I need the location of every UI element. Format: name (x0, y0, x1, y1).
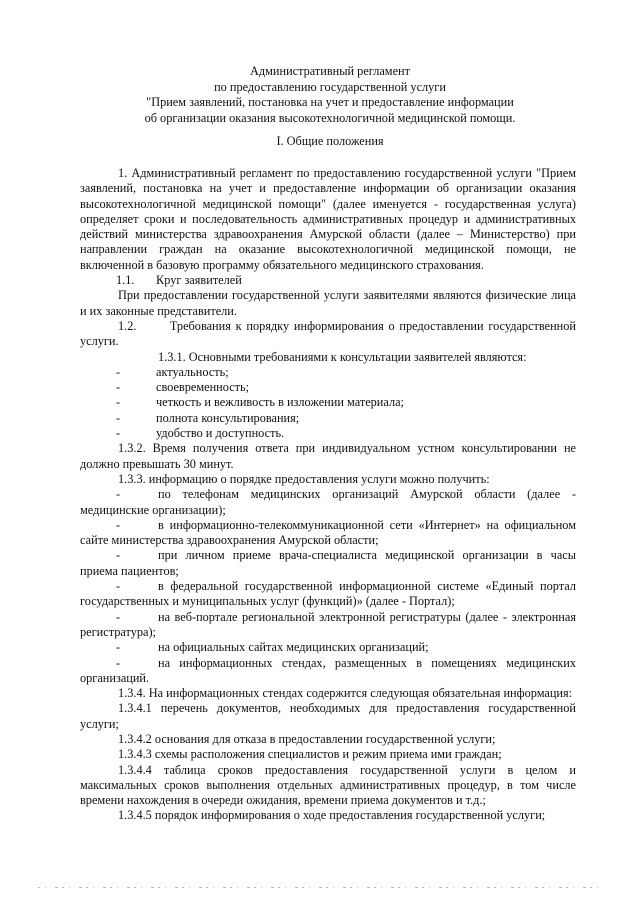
list-dash: - (116, 609, 121, 624)
list-item-text: на официальных сайтах медицинских организаций; (158, 640, 429, 655)
list-item-text: в информационно-телекоммуникационной сети «Интернет» на официальном сайте министерства здравоохранения Амурской области; (80, 517, 576, 548)
document-body (80, 166, 576, 824)
list-item-text: полнота консультирования; (156, 410, 300, 425)
list-item (80, 395, 576, 410)
list-dash: - (116, 487, 121, 502)
paragraph-applicants: При предоставлении государственной услуги заявителями являются физические лица и их законные представители. (80, 288, 576, 318)
header-subtitle: по предоставлению государственной услуги (214, 79, 446, 94)
sources-list (80, 487, 576, 686)
list-item: 1.3.4.2 основания для отказа в предоставлении государственной услуги; (118, 731, 496, 746)
list-dash: - (116, 579, 121, 594)
list-item-text: по телефонам медицинских организаций Амурской области (далее - медицинские организации); (80, 487, 576, 517)
list-dash: - (116, 410, 121, 425)
list-item (80, 380, 576, 395)
list-item-text: на информационных стендах, размещенных в помещениях медицинских организаций. (80, 655, 576, 685)
header-service-name-line1: "Прием заявлений, постановка на учет и предоставление информации (146, 95, 514, 110)
list-item-text: на веб-портале региональной электронной регистратуры (далее - электронная регистратура); (80, 609, 576, 639)
paragraph-1-3-3: 1.3.3. информацию о порядке предоставления услуги можно получить: (118, 471, 490, 486)
list-dash: - (116, 395, 121, 410)
paragraph-1-2 (80, 319, 576, 350)
header-service-name-line2: об организации оказания высокотехнологичной медицинской помощи. (144, 111, 516, 126)
stand-info-list (80, 701, 576, 823)
list-item (80, 656, 576, 687)
subsection-1-1 (80, 273, 576, 288)
paragraph-1-3-1: 1.3.1. Основными требованиями к консультации заявителей являются: (158, 349, 527, 364)
list-item: 1.3.4.3 схемы расположения специалистов и режим приема ими граждан; (118, 747, 502, 762)
list-item-text: при личном приеме врача-специалиста медицинской организации в часы приема пациентов; (80, 548, 576, 578)
list-item-text: своевременность; (156, 380, 250, 395)
list-item (80, 610, 576, 641)
list-item-text: в федеральной государственной информационной системе «Единый портал государственных и муниципальных услуг (функций)» (далее - Портал); (80, 579, 576, 609)
list-dash: - (116, 364, 121, 379)
list-dash: - (116, 426, 121, 441)
section-title: I. Общие положения (276, 134, 384, 148)
list-item (80, 426, 576, 441)
list-dash: - (116, 517, 121, 532)
list-dash: - (116, 548, 121, 563)
list-item (80, 579, 576, 610)
subsection-1-1-title: Круг заявителей (156, 273, 242, 288)
list-item (80, 640, 576, 655)
header-title: Административный регламент (249, 64, 410, 78)
list-item (80, 365, 576, 380)
list-item (80, 487, 576, 518)
list-dash: - (116, 640, 121, 655)
subsection-1-2-number: 1.2. (118, 318, 137, 333)
list-item-text: актуальность; (156, 364, 229, 379)
list-item: 1.3.4.1 перечень документов, необходимых для предоставления государственной услуги; (80, 701, 576, 731)
paragraph-1: 1. Административный регламент по предоставлению государственной услуги "Прием заявлений, постановка на учет и предоставление информации об организации оказания высокотехнологичной медицинской помощи" (далее именуется - государственная услуга) определяет сроки и последовательность административных процедур и административных действий министерства здравоохранения Амурской области (далее – Министерство) при направлении граждан на оказание высокотехнологичной медицинской помощи, не включенной в базовую программу обязательного медицинского страхования. (80, 166, 576, 272)
paragraph-1-3-4: 1.3.4. На информационных стендах содержится следующая обязательная информация: (118, 686, 573, 701)
list-item: 1.3.4.5 порядок информирования о ходе предоставления государственной услуги; (118, 808, 546, 823)
list-item-text: четкость и вежливость в изложении материала; (156, 395, 404, 410)
document-header (80, 64, 580, 127)
list-item (80, 518, 576, 549)
list-item: 1.3.4.4 таблица сроков предоставления государственной услуги в целом и максимальных сроков выполнения отдельных административных процедур, в том числе времени нахождения в очереди ожидания, времени приема документов и т.д.; (80, 762, 576, 808)
scan-artifact-line (38, 887, 598, 888)
list-item (80, 411, 576, 426)
list-dash: - (116, 380, 121, 395)
requirements-list (80, 365, 576, 441)
list-dash: - (116, 655, 121, 670)
subsection-1-2-text: Требования к порядку информирования о предоставлении государственной услуги. (80, 318, 576, 349)
paragraph-1-3-2: 1.3.2. Время получения ответа при индивидуальном устном консультировании не должно превышать 30 минут. (80, 441, 576, 471)
subsection-1-1-number: 1.1. (116, 273, 135, 288)
list-item (80, 548, 576, 579)
list-item-text: удобство и доступность. (156, 426, 285, 441)
